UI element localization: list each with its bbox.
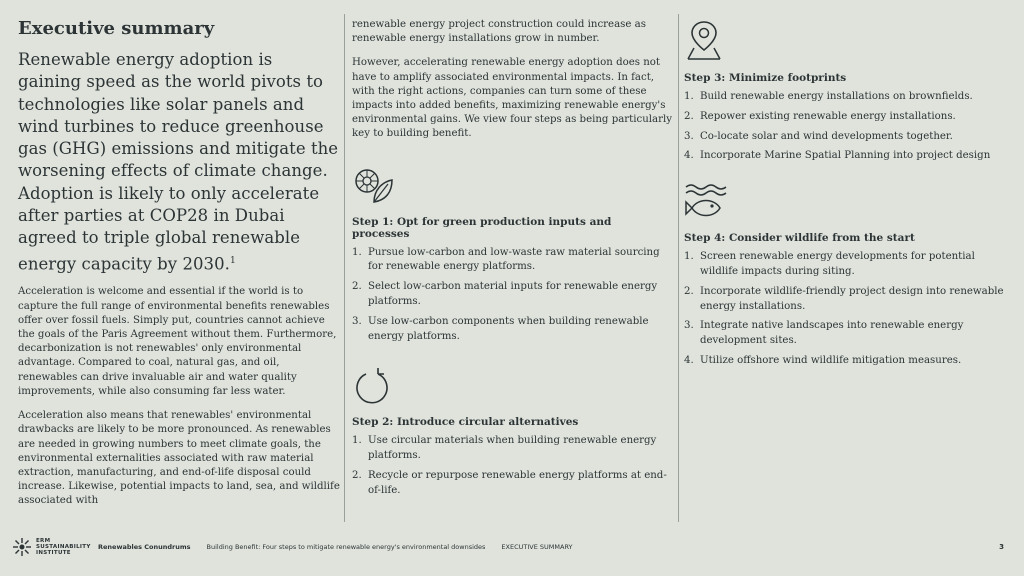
erm-logo: ERM SUSTAINABILITY INSTITUTE	[12, 537, 98, 557]
intro-paragraph: However, accelerating renewable energy adoption does not have to amplify associated environmental impacts. In fact, with the right actions, companies can turn some of these impacts into added benefits, maximizing renewable energy's environmental gains. We view four steps as being particularly key to building benefit.	[352, 57, 672, 140]
list-item: 2. Select low-carbon material inputs for renewable energy platforms.	[352, 281, 658, 308]
column-divider-1	[344, 14, 345, 522]
step-3-heading: Step 3: Minimize footprints	[684, 72, 847, 84]
list-item: 3. Integrate native landscapes into renewable energy development sites.	[684, 320, 964, 347]
body-paragraph-1: Acceleration is welcome and essential if the world is to capture the full range of environmental benefits renewables offer over fossil fuels. Simply put, countries cannot achieve the goals of the Paris Agreement without them. Furthermore, decarbonization is not renewables' only environmental advantage. Compared to coal, natural gas, and oil, renewables can drive invaluable air and water quality improvements, while also consuming far less water.	[18, 286, 337, 397]
page-title: Executive summary	[18, 18, 215, 39]
list-item: 1. Pursue low-carbon and low-waste raw material sourcing for renewable energy platforms.	[352, 246, 660, 273]
list-item: 1. Build renewable energy installations on brownfields.	[684, 91, 973, 102]
list-item: 4. Incorporate Marine Spatial Planning into project design	[684, 150, 991, 162]
step-4-heading: Step 4: Consider wildlife from the start	[684, 232, 915, 245]
erm-logo-icon	[12, 537, 32, 557]
list-item: 2. Repower existing renewable energy installations.	[684, 110, 956, 122]
step-3	[684, 18, 1004, 164]
column-executive-summary	[18, 18, 340, 509]
list-item: 2. Recycle or repurpose renewable energy platforms at end-of-life.	[352, 470, 667, 496]
body-paragraph-2: Acceleration also means that renewables' environmental drawbacks are likely to be more pronounced. As renewables are needed in growing numbers to meet climate goals, the environmental externalities associated with raw material extraction, manufacturing, and end-of-life disposal could increase. Likewise, potential impacts to land, sea, and wildlife associated with	[18, 410, 340, 507]
lead-paragraph: Renewable energy adoption is gaining speed as the world pivots to technologies like solar panels and wind turbines to reduce greenhouse gas (GHG) emissions and mitigate the worsening effects of climate change. Adoption is likely to only accelerate after parties at COP28 in Dubai agreed to triple global renewable energy capacity by 2030.$^1$	[18, 50, 339, 274]
column-steps-3-4	[684, 18, 1004, 374]
step-4	[684, 182, 1004, 369]
column-steps-1-2	[352, 18, 672, 504]
page-number: 3	[999, 543, 1004, 551]
list-item: 3. Co-locate solar and wind developments together.	[684, 130, 953, 142]
step-1-list	[352, 246, 672, 345]
step-1	[352, 166, 672, 345]
list-item: 2. Incorporate wildlife-friendly project design into renewable energy installations.	[684, 285, 1004, 312]
footnote-marker: 1	[229, 255, 236, 266]
step-2-list	[352, 434, 672, 498]
step-2-heading: Step 2: Introduce circular alternatives	[352, 416, 579, 429]
footer-section[interactable]: EXECUTIVE SUMMARY	[501, 543, 573, 551]
column-divider-2	[678, 14, 679, 522]
leaf-gear-icon	[352, 166, 394, 206]
circular-arrow-icon	[352, 366, 392, 406]
list-item: 4. Utilize offshore wind wildlife mitigation measures.	[684, 354, 962, 366]
continued-paragraph: renewable energy project construction could increase as renewable energy installations grow in number.	[352, 19, 646, 45]
step-4-list	[684, 250, 1004, 369]
footer-series[interactable]: Renewables Conundrums	[98, 543, 191, 551]
step-3-list	[684, 90, 1004, 164]
step-1-heading: Step 1: Opt for green production inputs and processes	[352, 215, 612, 240]
page-footer	[12, 534, 1012, 560]
fish-waves-icon	[684, 182, 728, 222]
list-item: 1. Use circular materials when building renewable energy platforms.	[352, 435, 657, 462]
step-2	[352, 366, 672, 498]
map-pin-icon	[684, 18, 724, 62]
list-item: 1. Screen renewable energy developments for potential wildlife impacts during siting.	[684, 251, 975, 277]
footer-doc-title[interactable]: Building Benefit: Four steps to mitigate renewable energy's environmental downsides	[206, 543, 486, 551]
list-item: 3. Use low-carbon components when building renewable energy platforms.	[352, 315, 649, 342]
